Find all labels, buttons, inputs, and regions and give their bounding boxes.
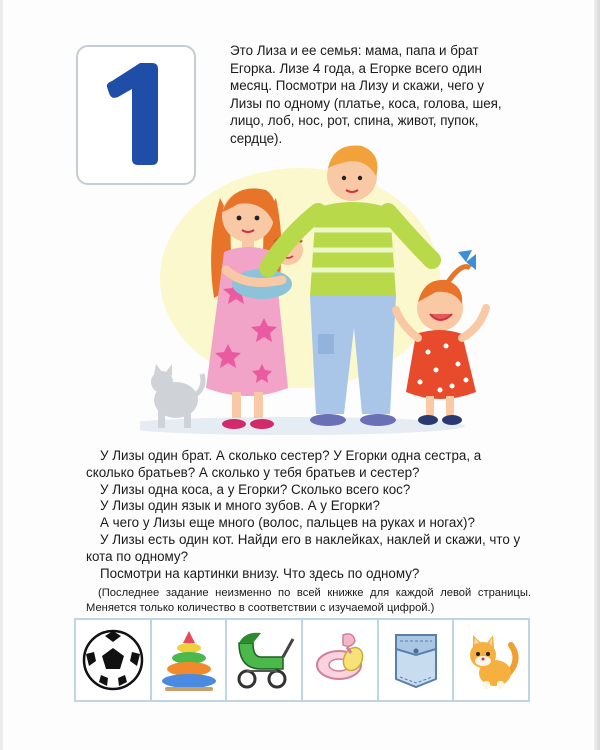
strip-cell-stroller [227,620,303,700]
grey-cat-silhouette [151,364,203,428]
question-paragraph: У Лизы один брат. А сколько сестер? У Егорки одна сестра, а сколько братьев? А сколько у тебя братьев и сестер? [86,448,482,480]
soccer-ball-icon [81,628,145,692]
pacifier-icon [309,629,371,691]
question-paragraph: У Лизы есть один кот. Найди его в наклейках, наклей и скажи, что у кота по одному? [86,531,521,564]
picture-strip [74,618,530,702]
family-illustration [140,138,500,438]
intro-line: Лизы по одному (платье, коса, голова, шея, [230,95,502,111]
strip-cell-pocket [379,620,455,700]
intro-text [230,42,530,148]
question-paragraph: У Лизы одна коса, а у Егорки? Сколько всего кос? [100,481,411,497]
stroller-icon [231,629,297,691]
intro-line: лицо, лоб, нос, рот, спина, живот, пупок, [230,113,479,129]
page-left-edge [0,0,3,750]
question-paragraph: У Лизы один язык и много зубов. А у Егорки? [100,498,380,514]
footnote-text: (Последнее задание неизменно по всей книжке для каждой левой страницы. Меняется только количество в соответствии с изучаемой цифрой.) [86,587,531,614]
intro-line: Это Лиза и ее семья: мама, папа и брат [230,43,479,58]
page-right-edge [594,0,600,750]
pocket-icon [390,629,442,691]
strip-cell-pacifier [303,620,379,700]
question-paragraph: Посмотри на картинки внизу. Что здесь по одному? [100,565,420,581]
intro-line: Егорка. Лизе 4 года, а Егорке всего один [230,60,482,76]
strip-cell-cat [454,620,528,700]
intro-line: сердце). [230,130,283,146]
strip-cell-pyramid [152,620,228,700]
intro-line: месяц. Посмотри на Лизу и скажи, чего у [230,78,485,94]
strip-cell-ball [76,620,152,700]
pyramid-toy-icon [157,627,221,693]
questions-text [86,448,531,582]
cat-icon [461,629,521,691]
question-paragraph: А чего у Лизы еще много (волос, пальцев на руках и ногах)? [100,515,475,531]
